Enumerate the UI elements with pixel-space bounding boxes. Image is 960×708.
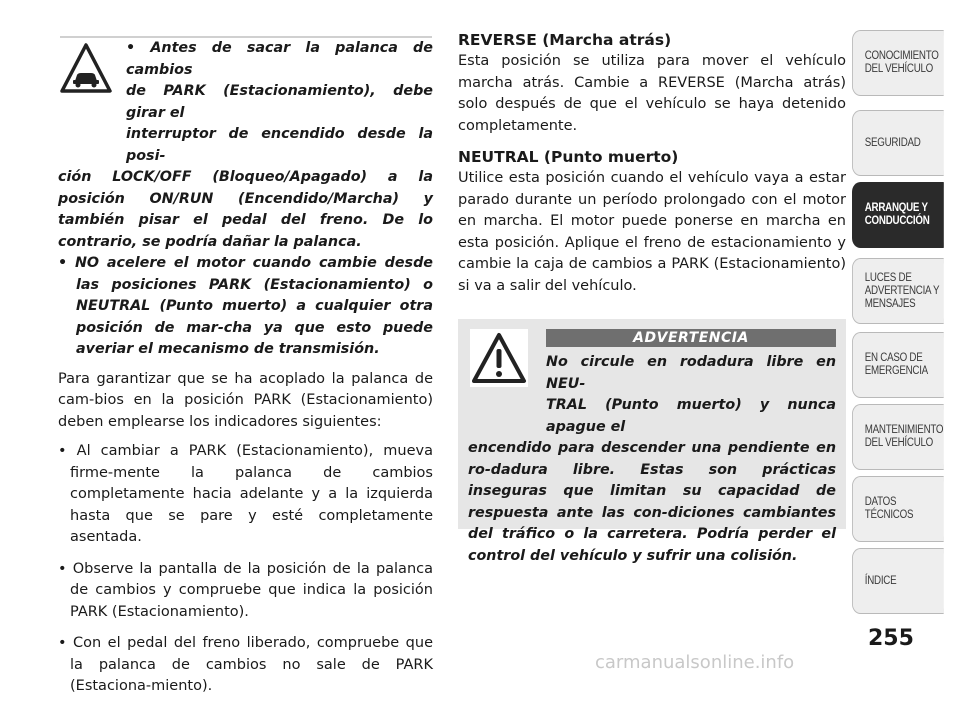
tab-label: EN CASO DE EMERGENCIA <box>864 352 928 377</box>
warning-title: ADVERTENCIA <box>546 329 836 347</box>
indicator-list <box>58 441 433 698</box>
car-caution-icon <box>60 42 112 94</box>
caution-line-3: interruptor de encendido desde la posi- <box>126 126 433 164</box>
warning-box <box>458 319 846 564</box>
warning-line-2: TRAL (Punto muerto) y nunca apague el <box>546 397 836 435</box>
reverse-heading: REVERSE (Marcha atrás) <box>458 31 672 49</box>
neutral-heading: NEUTRAL (Punto muerto) <box>458 148 679 166</box>
caution-bullet-2: • NO acelere el motor cuando cambie desde las posiciones PARK (Estacionamiento) o NEUTRAL (Punto muerto) a cualquier otra posición de mar-cha ya que esto puede averiar el mecanismo de transmisión. <box>58 255 433 357</box>
page-number: 255 <box>868 626 914 651</box>
list-item: • Al cambiar a PARK (Estacionamiento), mueva firme-mente la palanca de cambios completamente hacia adelante y a la izquierda hasta que se pare y esté completamente asentada. <box>58 443 433 545</box>
tab-seguridad[interactable] <box>852 110 944 176</box>
tab-datos[interactable] <box>852 476 944 542</box>
caution-divider <box>60 36 432 38</box>
watermark: carmanualsonline.info <box>595 652 795 673</box>
tab-mantenimiento[interactable] <box>852 404 944 470</box>
caution-block <box>58 30 433 361</box>
right-column <box>458 30 846 564</box>
tab-label: ARRANQUE Y CONDUCCIÓN <box>864 202 930 227</box>
tab-indice[interactable] <box>852 548 944 614</box>
caution-line-2: de PARK (Estacionamiento), debe girar el <box>126 83 433 121</box>
warning-line-rest: encendido para descender una pendiente en ro-dadura libre. Estas son prácticas inseguras que limitan su capacidad de respuesta ante las con-diciones cambiantes del tráfico o la carretera. Podría perder el control del vehículo y sufrir una colisión. <box>468 440 836 564</box>
tab-emergencia[interactable] <box>852 332 944 398</box>
tab-label: DATOS TÉCNICOS <box>864 496 914 521</box>
tab-arranque[interactable] <box>852 182 944 248</box>
left-column <box>58 30 433 708</box>
tab-label: LUCES DE ADVERTENCIA Y MENSAJES <box>864 271 940 310</box>
caution-text <box>58 30 433 361</box>
caution-line-1: • Antes de sacar la palanca de cambios <box>126 40 433 78</box>
intro-paragraph: Para garantizar que se ha acoplado la palanca de cam-bios en la posición PARK (Estacionamiento) deben emplearse los indicadores siguientes: <box>58 370 433 430</box>
caution-line-rest: ción LOCK/OFF (Bloqueo/Apagado) a la posición ON/RUN (Encendido/Marcha) y también pisar el pedal del freno. De lo contrario, se podría dañar la palanca. <box>58 169 433 250</box>
tab-label: ÍNDICE <box>864 574 897 587</box>
warning-triangle-icon <box>470 329 528 387</box>
list-item: • Con el pedal del freno liberado, compruebe que la palanca de cambios no sale de PARK (Estaciona-miento). <box>58 635 433 694</box>
tab-label: CONOCIMIENTO DEL VEHÍCULO <box>864 50 939 75</box>
tab-luces[interactable] <box>852 258 944 324</box>
neutral-paragraph: Utilice esta posición cuando el vehículo vaya a estar parado durante un período prolongado con el motor en marcha. El motor puede ponerse en marcha en esta posición. Aplique el freno de estacionamiento y cambie la caja de cambios a PARK (Estacionamiento) si va a salir del vehículo. <box>458 170 846 294</box>
warning-line-1: No circule en rodadura libre en NEU- <box>546 354 836 392</box>
reverse-paragraph: Esta posición se utiliza para mover el vehículo marcha atrás. Cambie a REVERSE (Marcha atrás) solo después de que el vehículo se haya detenido completamente. <box>458 53 846 134</box>
tab-label: MANTENIMIENTO DEL VEHÍCULO <box>864 424 944 449</box>
list-item: • Observe la pantalla de la posición de la palanca de cambios y compruebe que indica la posición PARK (Estacionamiento). <box>58 560 433 620</box>
tab-conocimiento[interactable] <box>852 30 944 96</box>
tab-label: SEGURIDAD <box>864 136 921 149</box>
